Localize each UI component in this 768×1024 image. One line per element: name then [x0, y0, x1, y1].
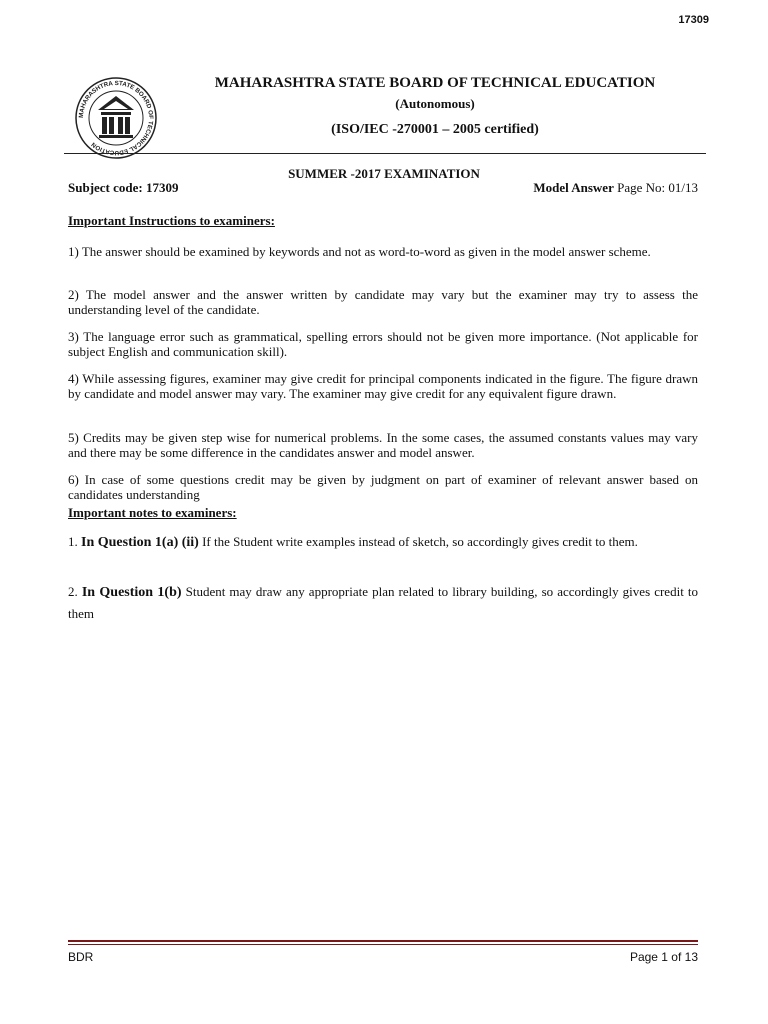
note-text: If the Student write examples instead of sketch, so accordingly gives credit to them.	[198, 534, 638, 549]
footer-initials: BDR	[68, 950, 94, 964]
svg-text:MAHARASHTRA STATE BOARD OF TEC: MAHARASHTRA STATE BOARD OF TECHNICAL EDUCATION	[77, 79, 155, 157]
exam-title: SUMMER -2017 EXAMINATION	[288, 166, 480, 181]
instruction-item-3: 3) The language error such as grammatical, spelling errors should not be given more importance. (Not applicable for subject English and communication skill).	[68, 329, 698, 359]
header-divider	[64, 153, 706, 154]
footer-divider	[68, 940, 698, 942]
board-name: MAHARASHTRA STATE BOARD OF TECHNICAL EDUCATION	[214, 75, 656, 91]
note-text: Student may draw any appropriate plan related to library building, so accordingly gives credit to them	[68, 584, 698, 621]
note-number: 2.	[68, 584, 82, 599]
note-item-2	[68, 581, 698, 624]
instruction-item-5: 5) Credits may be given step wise for numerical problems. In the some cases, the assumed constants values may vary and there may be some difference in the candidates answer and model answer.	[68, 430, 698, 460]
top-subject-code: 17309	[678, 14, 709, 26]
subject-code: Subject code: 17309	[68, 180, 179, 195]
iso-certification: (ISO/IEC -270001 – 2005 certified)	[331, 122, 539, 137]
footer-divider-thin	[68, 944, 698, 945]
autonomous-label: (Autonomous)	[395, 96, 475, 111]
msbte-logo-seal	[74, 76, 158, 160]
note-question-ref: In Question 1(b)	[81, 585, 182, 600]
page-no: Page No: 01/13	[613, 180, 698, 195]
note-item-1	[68, 531, 698, 553]
note-question-ref: In Question 1(a) (ii)	[81, 535, 199, 550]
model-answer-page-no	[533, 180, 698, 196]
note-number: 1.	[68, 534, 81, 549]
instruction-item-4: 4) While assessing figures, examiner may give credit for principal components indicated in the figure. The figure drawn by candidate and model answer may vary. The examiner may give credit for any equivalent figure drawn.	[68, 371, 698, 401]
footer-page-number: Page 1 of 13	[629, 950, 698, 964]
instruction-item-2: 2) The model answer and the answer written by candidate may vary but the examiner may try to assess the understanding level of the candidate.	[68, 287, 698, 317]
instruction-item-1: 1) The answer should be examined by keywords and not as word-to-word as given in the model answer scheme.	[68, 244, 651, 259]
model-answer-label: Model Answer	[533, 180, 614, 195]
instruction-item-6: 6) In case of some questions credit may be given by judgment on part of examiner of relevant answer based on candidates understanding	[68, 472, 698, 502]
notes-heading: Important notes to examiners:	[68, 505, 237, 520]
instructions-heading: Important Instructions to examiners:	[68, 213, 275, 228]
